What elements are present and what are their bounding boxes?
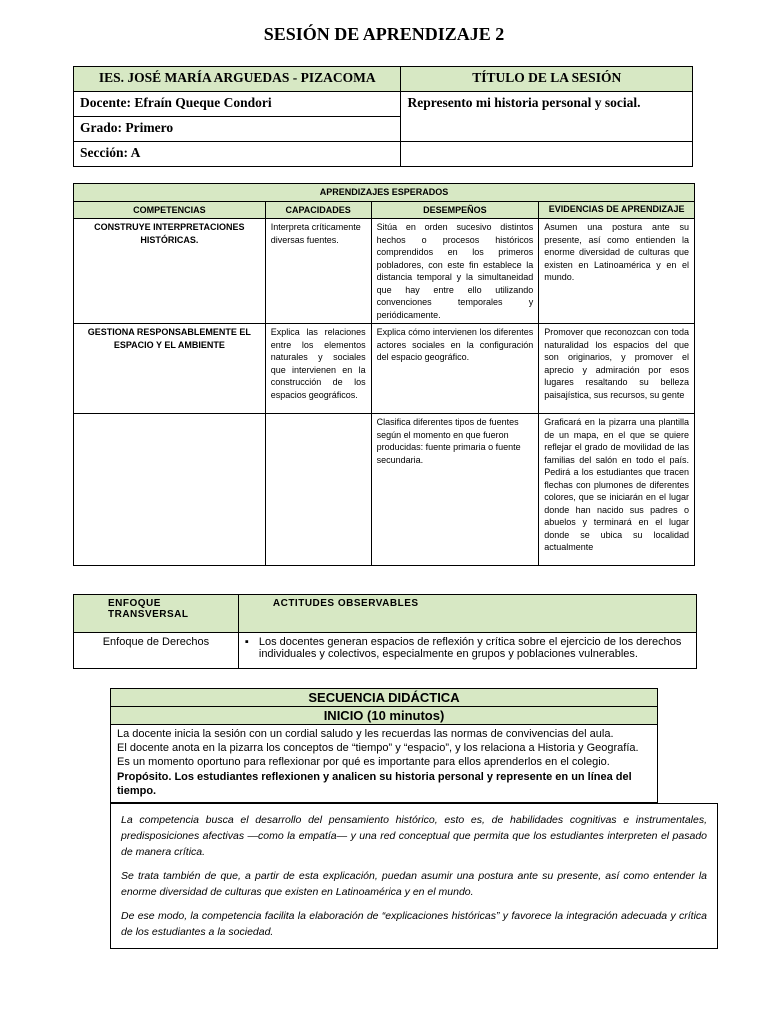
- enfoque-name: Enfoque de Derechos: [74, 633, 239, 669]
- enfoque-heading: ENFOQUE TRANSVERSAL: [74, 595, 239, 633]
- inicio-paragraph: El docente anota en la pizarra los conceptos de “tiempo” y “espacio”, y los relaciona a Historia y Geografía. Es un momento oportuno para reflexionar por qué es importante para ellos aprenderlos en el colegio.: [117, 742, 639, 769]
- inicio-body: [111, 725, 658, 803]
- actitud-text: Los docentes generan espacios de reflexión y crítica sobre el ejercicio de los derechos individuales y colectivos, especialmente en grupos y poblaciones vulnerables.: [258, 636, 682, 660]
- table-row: [74, 324, 695, 414]
- inicio-paragraph: La docente inicia la sesión con un cordial saludo y les recuerdas las normas de convivencias del aula.: [117, 728, 614, 740]
- capacidad-cell: Interpreta críticamente diversas fuentes.: [265, 219, 371, 324]
- col-evidencias: EVIDENCIAS DE APRENDIZAJE: [539, 201, 695, 219]
- evidencia-cell: Promover que reconozcan con toda naturalidad los espacios del que son originarios, y promover el aprecio y admiración por esos lugares resaltando su belleza paisajística, sus recursos, su gente: [539, 324, 695, 414]
- table-row: [74, 414, 695, 566]
- docente-field: Docente: Efraín Queque Condori: [74, 92, 401, 117]
- page-title: SESIÓN DE APRENDIZAJE 2: [263, 24, 505, 44]
- empty-cell: [401, 142, 693, 167]
- session-title-value: Represento mi historia personal y social.: [401, 92, 693, 142]
- secuencia-heading: SECUENCIA DIDÁCTICA: [111, 689, 658, 707]
- proposito-text: Propósito. Los estudiantes reflexionen y analicen su historia personal y represente en un línea del tiempo.: [117, 770, 632, 797]
- competencia-cell: GESTIONA RESPONSABLEMENTE EL ESPACIO Y EL AMBIENTE: [74, 324, 266, 414]
- box-paragraph: La competencia busca el desarrollo del pensamiento histórico, esto es, de habilidades cognitivas e instrumentales, predisposiciones afectivas —como la empatía— y una red conceptual que permita que los estudiantes interpreten el pasado de manera crítica.: [121, 814, 707, 858]
- competencia-cell: CONSTRUYE INTERPRETACIONES HISTÓRICAS.: [74, 219, 266, 324]
- col-capacidades: CAPACIDADES: [265, 201, 371, 219]
- school-name: IES. JOSÉ MARÍA ARGUEDAS - PIZACOMA: [74, 67, 401, 92]
- evidencia-cell: Graficará en la pizarra una plantilla de un mapa, en el que se quiere reflejar el grado de movilidad de las familias del salón en todo el país. Pedirá a los estudiantes que tracen flechas con plumones de diferentes colores, que se iniciarán en el lugar donde han nacido sus padres o abuelos y terminará en el lugar donde se ubica su localidad actualmente: [539, 414, 695, 566]
- header-table: [73, 66, 693, 167]
- col-desempenos: DESEMPEÑOS: [371, 201, 539, 219]
- box-paragraph: De ese modo, la competencia facilita la elaboración de “explicaciones históricas” y favorece la integración adecuada y crítica de los estudiantes a la sociedad.: [121, 910, 707, 938]
- col-competencias: COMPETENCIAS: [74, 201, 266, 219]
- enfoque-table: [73, 594, 697, 669]
- bullet-icon: ▪: [244, 636, 249, 648]
- actitudes-heading: ACTITUDES OBSERVABLES: [238, 595, 696, 633]
- desempeno-cell: Sitúa en orden sucesivo distintos hechos o procesos históricos comprendidos en los primeros pobladores, con este fin establece la distancia temporal y la simultaneidad que hay entre ello utilizando convenciones temporales y periódicamente.: [371, 219, 539, 324]
- capacidad-cell: Explica las relaciones entre los elementos naturales y sociales que intervienen en la construcción de los espacios geográficos.: [265, 324, 371, 414]
- competencia-explanation-box: [110, 803, 718, 949]
- grado-field: Grado: Primero: [74, 117, 401, 142]
- session-title-label: TÍTULO DE LA SESIÓN: [401, 67, 693, 92]
- actitud-cell: [238, 633, 696, 669]
- seccion-field: Sección: A: [74, 142, 401, 167]
- aprendizajes-table: [73, 183, 695, 566]
- capacidad-cell: [265, 414, 371, 566]
- aprendizajes-heading: APRENDIZAJES ESPERADOS: [74, 184, 695, 202]
- table-row: [74, 219, 695, 324]
- evidencia-cell: Asumen una postura ante su presente, así como entienden la enorme diversidad de culturas que existen en Latinoamérica y en el mundo.: [539, 219, 695, 324]
- desempeno-cell: Clasifica diferentes tipos de fuentes según el momento en que fueron producidas: fuente primaria o fuente secundaria.: [371, 414, 539, 566]
- desempeno-cell: Explica cómo intervienen los diferentes actores sociales en la configuración del espacio geográfico.: [371, 324, 539, 414]
- competencia-cell: [74, 414, 266, 566]
- box-paragraph: Se trata también de que, a partir de esta explicación, puedan asumir una postura ante su presente, así como entender la enorme diversidad de culturas que existen en Latinoamérica y en el mundo.: [121, 870, 707, 898]
- inicio-heading: INICIO (10 minutos): [111, 707, 658, 725]
- secuencia-table: [110, 688, 658, 803]
